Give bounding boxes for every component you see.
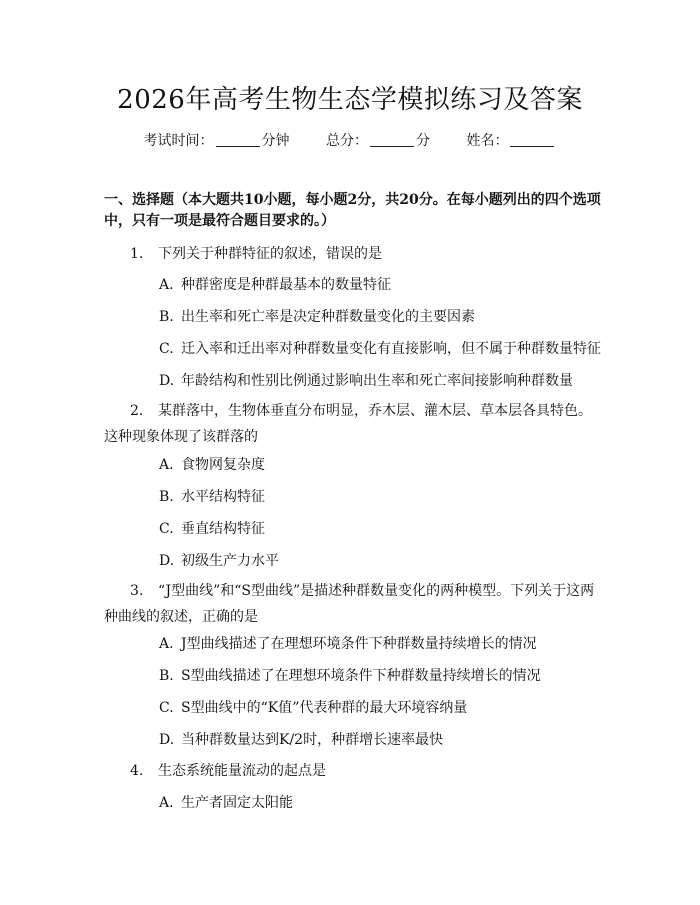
name-label: 姓名： — [466, 133, 509, 149]
option-text: 水平结构特征 — [181, 489, 265, 505]
question-number: 1. — [130, 246, 144, 262]
total-score-field — [326, 133, 430, 149]
exam-meta — [0, 130, 700, 152]
option-text: 种群密度是种群最基本的数量特征 — [181, 277, 391, 293]
question-4-option-a — [159, 793, 293, 813]
option-text: S型曲线中的“K值”代表种群的最大环境容纳量 — [181, 700, 468, 716]
question-2 — [104, 398, 604, 450]
option-letter: D. — [159, 732, 175, 748]
option-text: J型曲线描述了在理想环境条件下种群数量持续增长的情况 — [181, 636, 537, 652]
question-1-option-a — [159, 275, 391, 295]
question-1 — [104, 241, 604, 267]
option-text: 出生率和死亡率是决定种群数量变化的主要因素 — [181, 309, 475, 325]
question-4 — [104, 758, 604, 784]
option-letter: B. — [159, 489, 174, 505]
option-letter: A. — [159, 636, 174, 652]
question-number: 2. — [130, 403, 144, 419]
exam-time-blank — [216, 132, 260, 147]
question-text: 生态系统能量流动的起点是 — [158, 763, 326, 779]
option-text: 垂直结构特征 — [181, 521, 265, 537]
option-letter: A. — [159, 277, 174, 293]
option-letter: A. — [159, 795, 174, 811]
option-letter: D. — [159, 373, 175, 389]
option-text: 当种群数量达到K/2时，种群增长速率最快 — [181, 732, 444, 748]
question-text: 下列关于种群特征的叙述，错误的是 — [158, 246, 382, 262]
total-score-label: 总分： — [326, 133, 368, 149]
question-3 — [104, 578, 604, 630]
page-title: 2026年高考生物生态学模拟练习及答案 — [117, 85, 583, 115]
option-letter: C. — [159, 700, 174, 716]
question-text: 某群落中，生物体垂直分布明显，乔木层、灌木层、草本层各具特色。这种现象体现了该群落的 — [104, 403, 592, 445]
option-letter: B. — [159, 668, 174, 684]
question-2-option-d — [159, 551, 279, 571]
question-number: 4. — [130, 763, 144, 779]
exam-time-label: 考试时间： — [143, 133, 214, 149]
question-3-option-a — [159, 634, 537, 654]
question-1-option-c — [159, 339, 601, 359]
question-3-option-d — [159, 730, 443, 750]
question-1-option-b — [159, 307, 475, 327]
option-letter: D. — [159, 553, 175, 569]
question-number: 3. — [130, 583, 144, 599]
option-letter: B. — [159, 309, 174, 325]
question-3-option-c — [159, 698, 467, 718]
name-blank — [510, 132, 554, 147]
option-text: 食物网复杂度 — [181, 457, 265, 473]
option-text: 生产者固定太阳能 — [181, 795, 293, 811]
option-text: S型曲线描述了在理想环境条件下种群数量持续增长的情况 — [181, 668, 541, 684]
total-score-unit: 分 — [416, 133, 430, 149]
question-2-option-a — [159, 455, 265, 475]
exam-time-unit: 分钟 — [261, 133, 290, 149]
option-letter: C. — [159, 341, 174, 357]
option-letter: A. — [159, 457, 174, 473]
option-text: 初级生产力水平 — [181, 553, 279, 569]
question-2-option-b — [159, 487, 265, 507]
option-text: 迁入率和迁出率对种群数量变化有直接影响，但不属于种群数量特征 — [181, 341, 601, 357]
option-letter: C. — [159, 521, 174, 537]
total-score-blank — [370, 132, 414, 147]
name-field — [466, 133, 556, 149]
section-heading: 一、选择题（本大题共10小题，每小题2分，共20分。在每小题列出的四个选项中，只有一项是最符合题目要求的。） — [104, 192, 601, 229]
question-3-option-b — [159, 666, 541, 686]
exam-time-field — [144, 133, 290, 149]
option-text: 年龄结构和性别比例通过影响出生率和死亡率间接影响种群数量 — [181, 373, 573, 389]
question-text: “J型曲线”和“S型曲线”是描述种群数量变化的两种模型。下列关于这两种曲线的叙述，正确的是 — [104, 583, 595, 625]
question-2-option-c — [159, 519, 265, 539]
question-1-option-d — [159, 371, 573, 391]
